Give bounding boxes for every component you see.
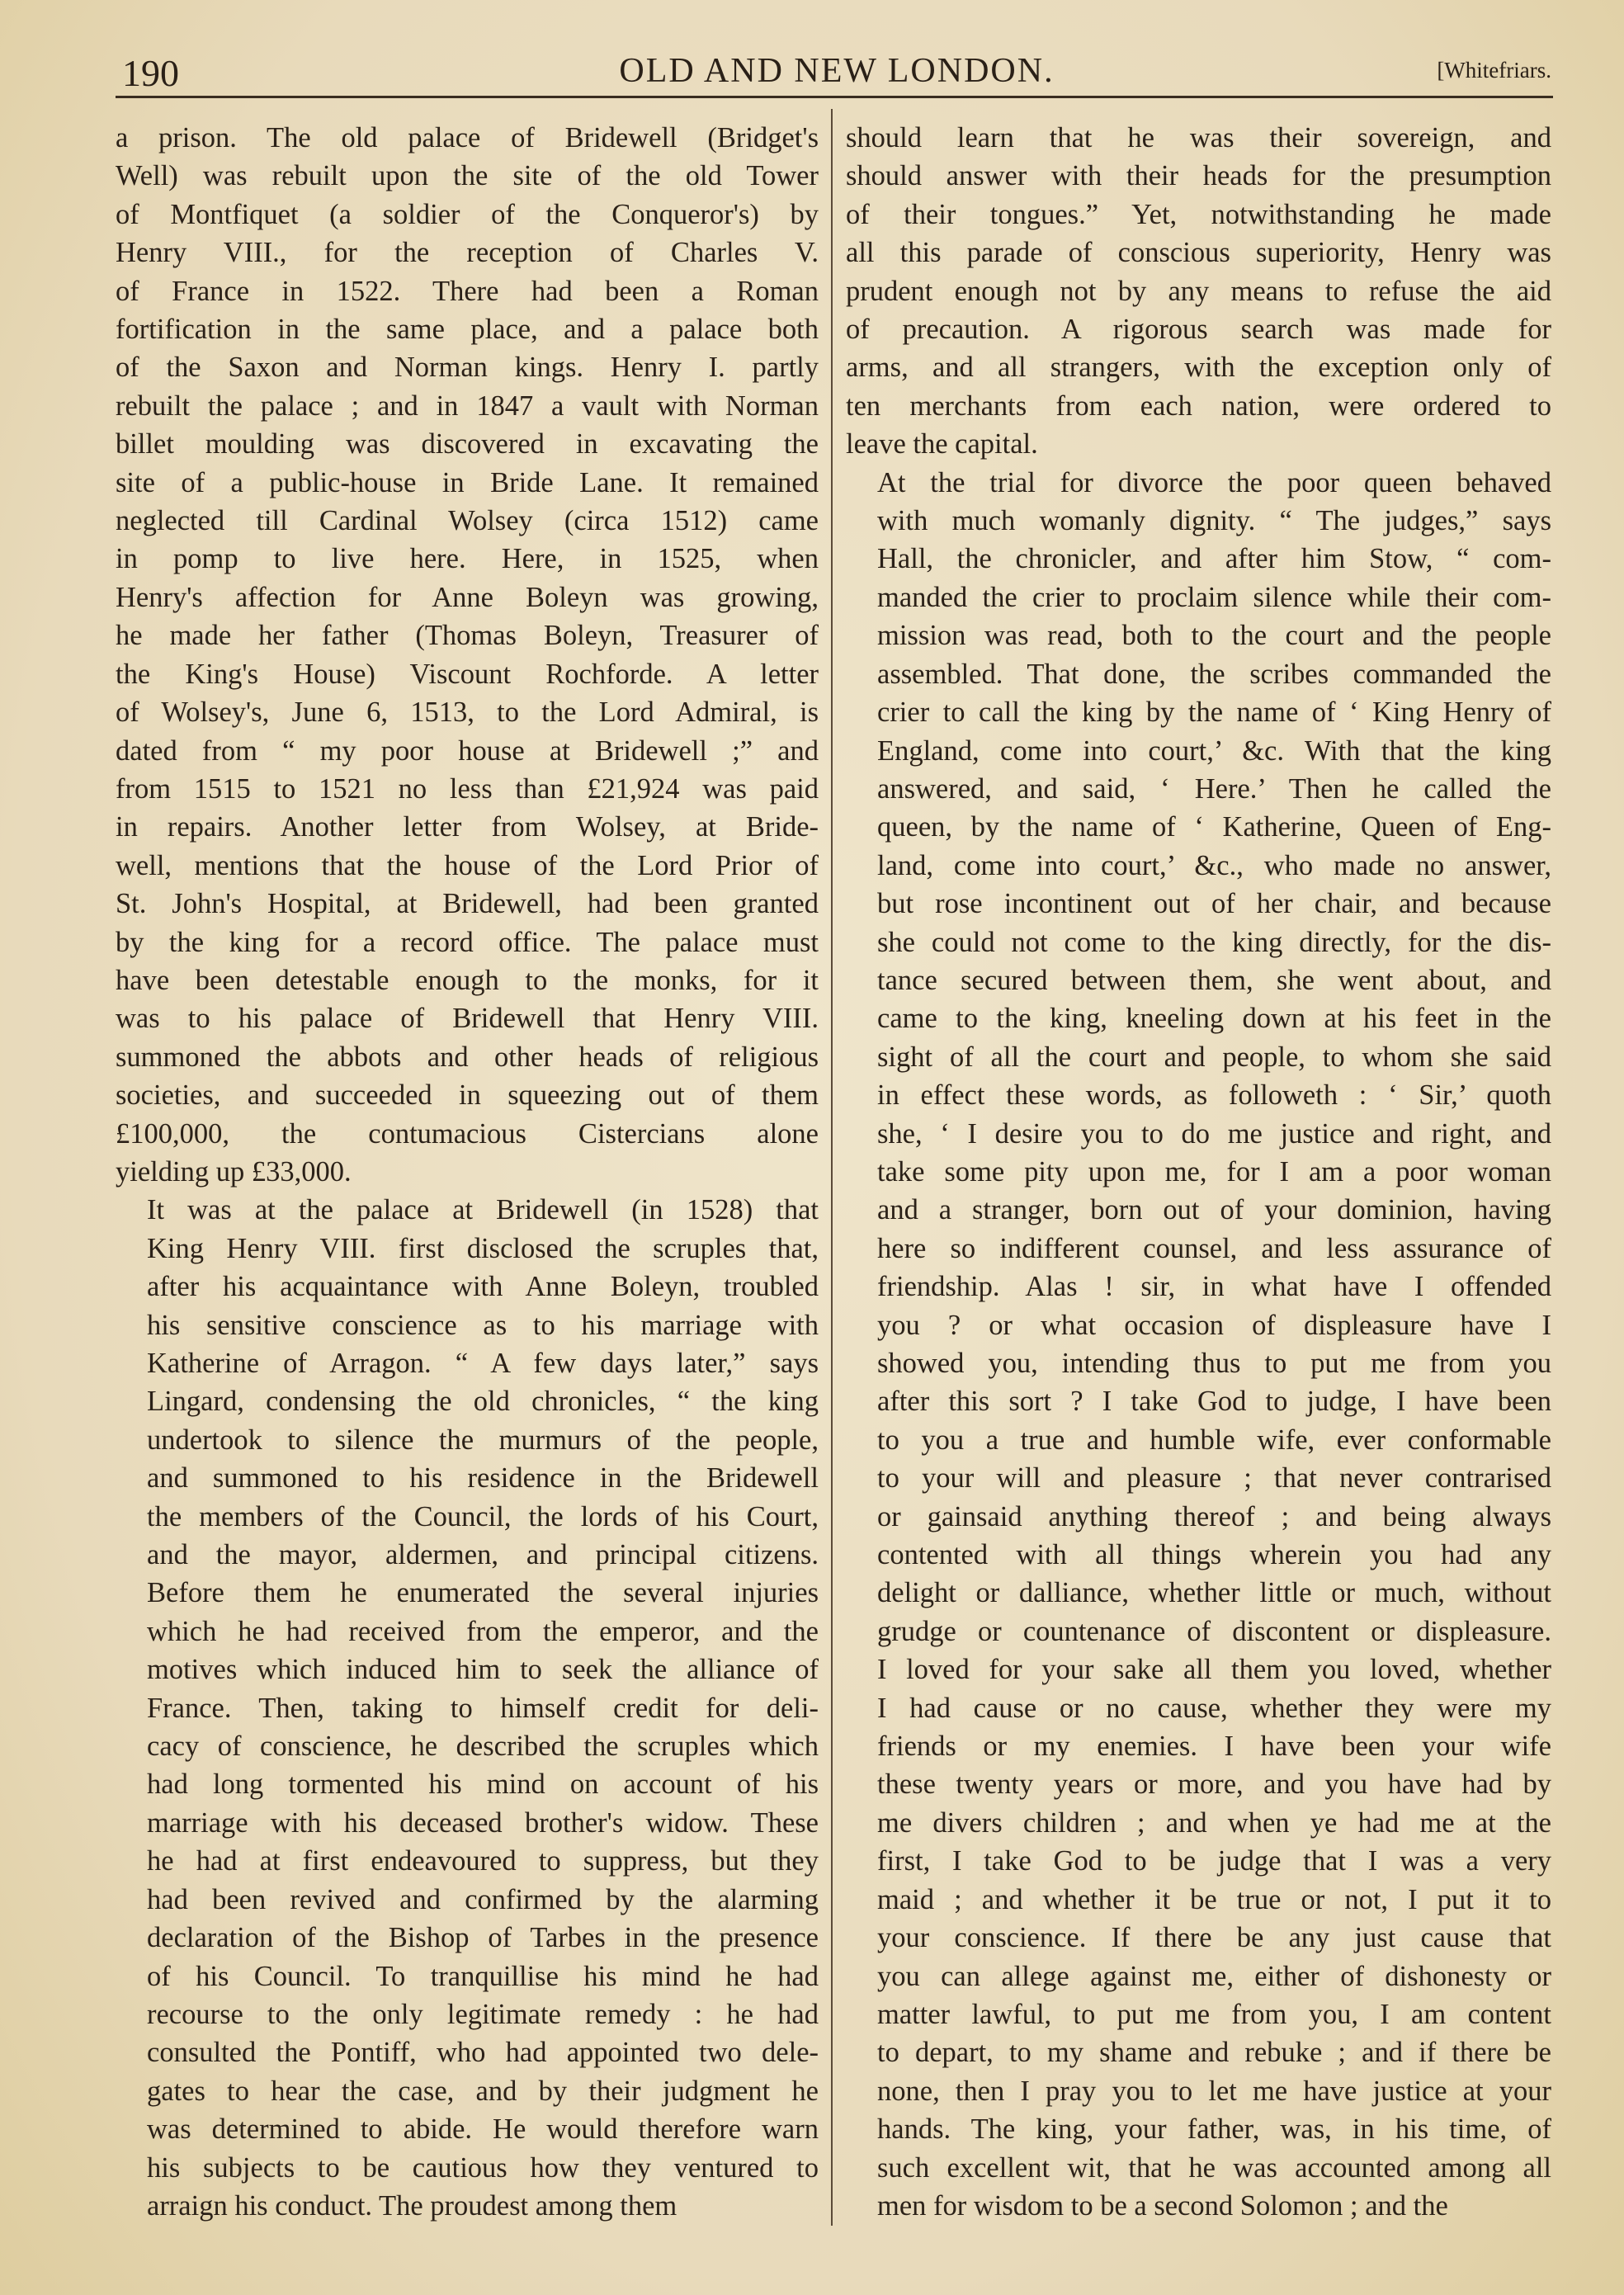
text-line: rebuilt the palace ; and in 1847 a vault with Norman [116,390,819,422]
text-line: summoned the abbots and other heads of religious [116,1041,819,1073]
text-line: showed you, intending thus to put me from you [877,1348,1551,1379]
text-line: these twenty years or more, and you have had by [877,1768,1551,1801]
text-line: neglected till Cardinal Wolsey (circa 1512) came [116,505,819,537]
text-line: delight or dalliance, whether little or much, without [877,1577,1551,1609]
text-line: have been detestable enough to the monks, for it [116,964,819,996]
text-line: came to the king, kneeling down at his feet in the [877,1003,1551,1035]
running-title: OLD AND NEW LONDON. [619,52,1055,90]
text-line: Lingard, condensing the old chronicles, “ the king [147,1386,819,1418]
text-line: consulted the Pontiff, who had appointed two dele- [147,2037,819,2069]
text-line: of France in 1522. There had been a Roman [116,275,819,307]
text-line: England, come into court,’ &c. With that the king [877,734,1551,767]
text-line: It was at the palace at Bridewell (in 1528) that [147,1194,819,1226]
text-line: At the trial for divorce the poor queen behaved [877,466,1551,498]
text-line: queen, by the name of ‘ Katherine, Queen of Eng- [877,811,1551,843]
text-line: in pomp to live here. Here, in 1525, when [116,543,819,575]
text-line: his sensitive conscience as to his marriage with [147,1309,819,1341]
text-line: your conscience. If there be any just cause that [877,1922,1551,1954]
text-line: of his Council. To tranquillise his mind he had [147,1960,819,1992]
text-line: sight of all the court and people, to whom she said [877,1041,1551,1073]
text-line: was to his palace of Bridewell that Henry VIII. [116,1003,819,1035]
text-line: and summoned to his residence in the Bridewell [147,1462,819,1495]
text-line: tance secured between them, she went about, and [877,964,1551,996]
text-line: friends or my enemies. I have been your wife [877,1731,1551,1763]
text-line: motives which induced him to seek the alliance of [147,1654,819,1686]
text-line: £100,000, the contumacious Cistercians alone [116,1117,819,1150]
text-line: with much womanly dignity. “ The judges,” says [877,505,1551,537]
text-line: in effect these words, as followeth : ‘ Sir,’ quoth [877,1079,1551,1112]
text-line: and a stranger, born out of your dominion, having [877,1194,1551,1226]
text-line: gates to hear the case, and by their judgment he [147,2075,819,2107]
text-line: Henry's affection for Anne Boleyn was growing, [116,581,819,613]
text-line: friendship. Alas ! sir, in what have I offended [877,1271,1551,1303]
text-line: after his acquaintance with Anne Boleyn, troubled [147,1271,819,1303]
text-line: marriage with his deceased brother's widow. These [147,1806,819,1839]
text-line: recourse to the only legitimate remedy : he had [147,1998,819,2030]
text-line: the King's House) Viscount Rochforde. A letter [116,658,819,690]
text-line: cacy of conscience, he described the scruples which [147,1731,819,1763]
text-line: should learn that he was their sovereign, and [846,122,1551,153]
page-number: 190 [122,52,179,94]
text-line: matter lawful, to put me from you, I am content [877,1998,1551,2030]
text-line: Hall, the chronicler, and after him Stow, “ com- [877,543,1551,575]
text-line: hands. The king, your father, was, in his time, of [877,2113,1551,2146]
text-line: Before them he enumerated the several injuries [147,1577,819,1609]
text-line: of the Saxon and Norman kings. Henry I. partly [116,352,819,384]
text-line: Katherine of Arragon. “ A few days later,” says [147,1348,819,1379]
text-line: fortification in the same place, and a palace both [116,314,819,346]
text-line: such excellent wit, that he was accounted among all [877,2151,1551,2184]
paragraph [846,119,1551,464]
text-line: well, mentions that the house of the Lord Prior of [116,849,819,881]
text-line: Well) was rebuilt upon the site of the old Tower [116,160,819,192]
text-line: of Wolsey's, June 6, 1513, to the Lord Admiral, is [116,697,819,729]
text-line: grudge or countenance of discontent or displeasure. [877,1615,1551,1647]
text-line: prudent enough not by any means to refuse the aid [846,275,1551,307]
text-line: crier to call the king by the name of ‘ King Henry of [877,697,1551,729]
text-line: answered, and said, ‘ Here.’ Then he called the [877,772,1551,805]
text-line: from 1515 to 1521 no less than £21,924 was paid [116,772,819,805]
text-line: contented with all things wherein you had any [877,1539,1551,1571]
text-line: to depart, to my shame and rebuke ; and if there be [877,2037,1551,2069]
text-line: should answer with their heads for the presumption [846,160,1551,192]
text-line: was determined to abide. He would therefore warn [147,2113,819,2146]
text-line: me divers children ; and when ye had me at the [877,1806,1551,1839]
text-line: dated from “ my poor house at Bridewell ;” and [116,734,819,767]
column-divider [831,109,833,2226]
text-line: maid ; and whether it be true or not, I put it to [877,1883,1551,1915]
text-line: he made her father (Thomas Boleyn, Treasurer of [116,620,819,652]
text-line: had been revived and confirmed by the alarming [147,1883,819,1915]
text-line: of their tongues.” Yet, notwithstanding he made [846,198,1551,230]
text-line: France. Then, taking to himself credit for deli- [147,1692,819,1724]
text-line: the members of the Council, the lords of his Court, [147,1500,819,1532]
text-line: of precaution. A rigorous search was made for [846,314,1551,346]
paragraph [846,464,1551,2226]
text-line: a prison. The old palace of Bridewell (Bridget's [116,122,819,153]
text-line: by the king for a record office. The palace must [116,926,819,958]
text-line: she could not come to the king directly, for the dis- [877,926,1551,958]
text-line: leave the capital. [846,428,1038,460]
text-line: you can allege against me, either of dishonesty or [877,1960,1551,1992]
text-line: manded the crier to proclaim silence while their com- [877,581,1551,613]
text-line: to you a true and humble wife, ever conformable [877,1424,1551,1456]
text-line: I loved for your sake all them you loved, whether [877,1654,1551,1686]
text-line: first, I take God to be judge that I was a very [877,1845,1551,1877]
text-line: none, then I pray you to let me have justice at your [877,2075,1551,2107]
text-line: societies, and succeeded in squeezing out of them [116,1079,819,1112]
right-column [846,119,1551,2225]
text-line: ten merchants from each nation, were ordered to [846,390,1551,422]
section-tag: [Whitefriars. [1437,58,1551,83]
text-line: St. John's Hospital, at Bridewell, had been granted [116,888,819,920]
text-line: Henry VIII., for the reception of Charles V. [116,237,819,269]
text-line: take some pity upon me, for I am a poor woman [877,1155,1551,1188]
text-line: assembled. That done, the scribes commanded the [877,658,1551,690]
text-line: had long tormented his mind on account of his [147,1768,819,1801]
text-line: mission was read, both to the court and the people [877,620,1551,652]
left-column [116,119,819,2225]
text-line: and the mayor, aldermen, and principal citizens. [147,1539,819,1571]
paragraph [116,119,819,1191]
text-line: yielding up £33,000. [116,1155,352,1188]
text-line: site of a public-house in Bride Lane. It remained [116,466,819,498]
text-line: undertook to silence the murmurs of the people, [147,1424,819,1456]
text-line: or gainsaid anything thereof ; and being always [877,1500,1551,1532]
text-line: of Montfiquet (a soldier of the Conqueror's) by [116,198,819,230]
text-line: arms, and all strangers, with the exception only of [846,352,1551,384]
text-line: men for wisdom to be a second Solomon ; and the [877,2189,1448,2222]
text-line: he had at first endeavoured to suppress, but they [147,1845,819,1877]
text-line: arraign his conduct. The proudest among them [147,2189,677,2222]
text-line: which he had received from the emperor, and the [147,1615,819,1647]
text-line: here so indifferent counsel, and less assurance of [877,1232,1551,1264]
text-line: declaration of the Bishop of Tarbes in the presence [147,1922,819,1954]
text-line: land, come into court,’ &c., who made no answer, [877,849,1551,881]
header-rule [116,96,1553,98]
text-line: all this parade of conscious superiority, Henry was [846,237,1551,269]
text-line: she, ‘ I desire you to do me justice and right, and [877,1117,1551,1150]
text-line: I had cause or no cause, whether they were my [877,1692,1551,1724]
text-line: after this sort ? I take God to judge, I have been [877,1386,1551,1418]
text-line: billet moulding was discovered in excavating the [116,428,819,460]
text-line: King Henry VIII. first disclosed the scruples that, [147,1232,819,1264]
text-line: in repairs. Another letter from Wolsey, at Bride- [116,811,819,843]
text-line: but rose incontinent out of her chair, and because [877,888,1551,920]
paragraph [116,1191,819,2225]
text-line: you ? or what occasion of displeasure have I [877,1309,1551,1341]
text-line: to your will and pleasure ; that never contrarised [877,1462,1551,1495]
text-line: his subjects to be cautious how they ventured to [147,2151,819,2184]
